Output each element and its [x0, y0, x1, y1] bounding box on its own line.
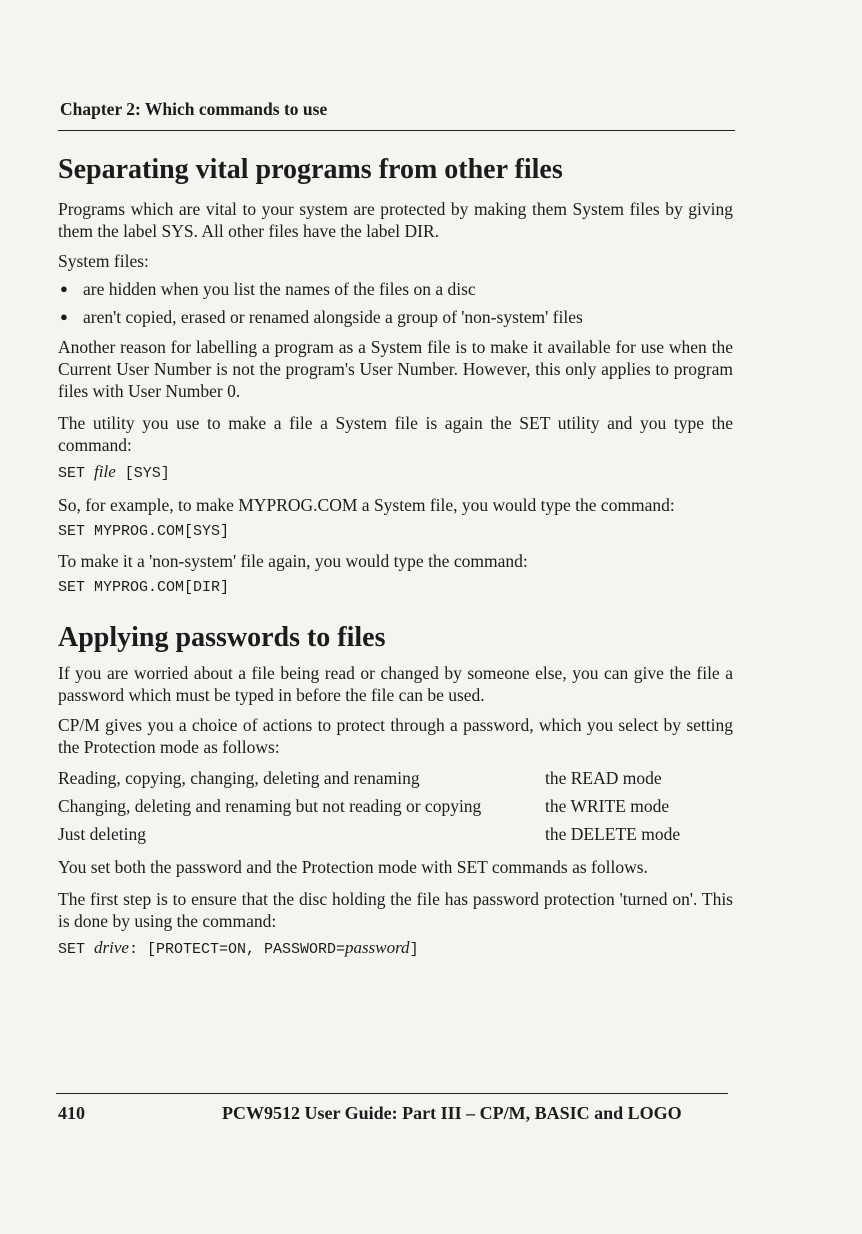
command-line: SET MYPROG.COM[DIR] [58, 579, 230, 596]
command-line [58, 462, 733, 484]
mode-name: the READ mode [545, 768, 662, 788]
command-line [58, 938, 733, 960]
command-placeholder: file [94, 462, 116, 481]
paragraph: If you are worried about a file being read or changed by someone else, you can give the file a password which must be typed in before the file can be used. [58, 663, 733, 705]
bullet-item: ● aren't copied, erased or renamed alongside a group of 'non-system' files [58, 306, 733, 328]
paragraph: CP/M gives you a choice of actions to protect through a password, which you select by setting the Protection mode as follows: [58, 715, 733, 757]
chapter-header: Chapter 2: Which commands to use [60, 99, 328, 119]
command-text: SET [58, 465, 86, 482]
page-number: 410 [58, 1103, 85, 1123]
paragraph: So, for example, to make MYPROG.COM a System file, you would type the command: [58, 495, 675, 515]
paragraph: Programs which are vital to your system are protected by making them System files by giving them the label SYS. All other files have the label DIR. [58, 199, 733, 241]
paragraph: You set both the password and the Protection mode with SET commands as follows. [58, 857, 648, 877]
mode-action: Just deleting [58, 824, 146, 844]
bullet-list [58, 278, 733, 328]
mode-row [58, 792, 733, 820]
paragraph: System files: [58, 251, 149, 271]
command-text: [SYS] [115, 465, 170, 482]
paragraph: The utility you use to make a file a System file is again the SET utility and you type the command: [58, 413, 733, 455]
header-rule [58, 130, 735, 131]
command-placeholder: drive [94, 938, 129, 957]
command-text: ] [409, 941, 419, 958]
paragraph: The first step is to ensure that the disc holding the file has password protection 'turned on'. This is done by using the command: [58, 889, 733, 931]
footer-rule [56, 1093, 728, 1094]
page-content [58, 152, 733, 960]
mode-action: Reading, copying, changing, deleting and renaming [58, 768, 420, 788]
protection-modes-table [58, 764, 733, 848]
mode-name: the DELETE mode [545, 824, 681, 844]
mode-row [58, 764, 733, 792]
command-line: SET MYPROG.COM[SYS] [58, 523, 230, 540]
mode-row [58, 820, 733, 848]
mode-name: the WRITE mode [545, 796, 670, 816]
paragraph: Another reason for labelling a program as a System file is to make it available for use when the Current User Number is not the program's User Number. However, this only applies to program files with User Number 0. [58, 337, 733, 401]
command-text: SET [58, 941, 95, 958]
mode-action: Changing, deleting and renaming but not reading or copying [58, 796, 482, 816]
paragraph: To make it a 'non-system' file again, you would type the command: [58, 551, 528, 571]
command-placeholder: password [345, 938, 410, 957]
command-text: : [PROTECT=ON, PASSWORD= [128, 941, 345, 958]
section-title-passwords: Applying passwords to files [58, 622, 386, 653]
section-title-separating: Separating vital programs from other files [58, 154, 563, 185]
footer-title: PCW9512 User Guide: Part III – CP/M, BASIC and LOGO [222, 1103, 682, 1123]
bullet-item: ● are hidden when you list the names of the files on a disc [58, 278, 733, 300]
